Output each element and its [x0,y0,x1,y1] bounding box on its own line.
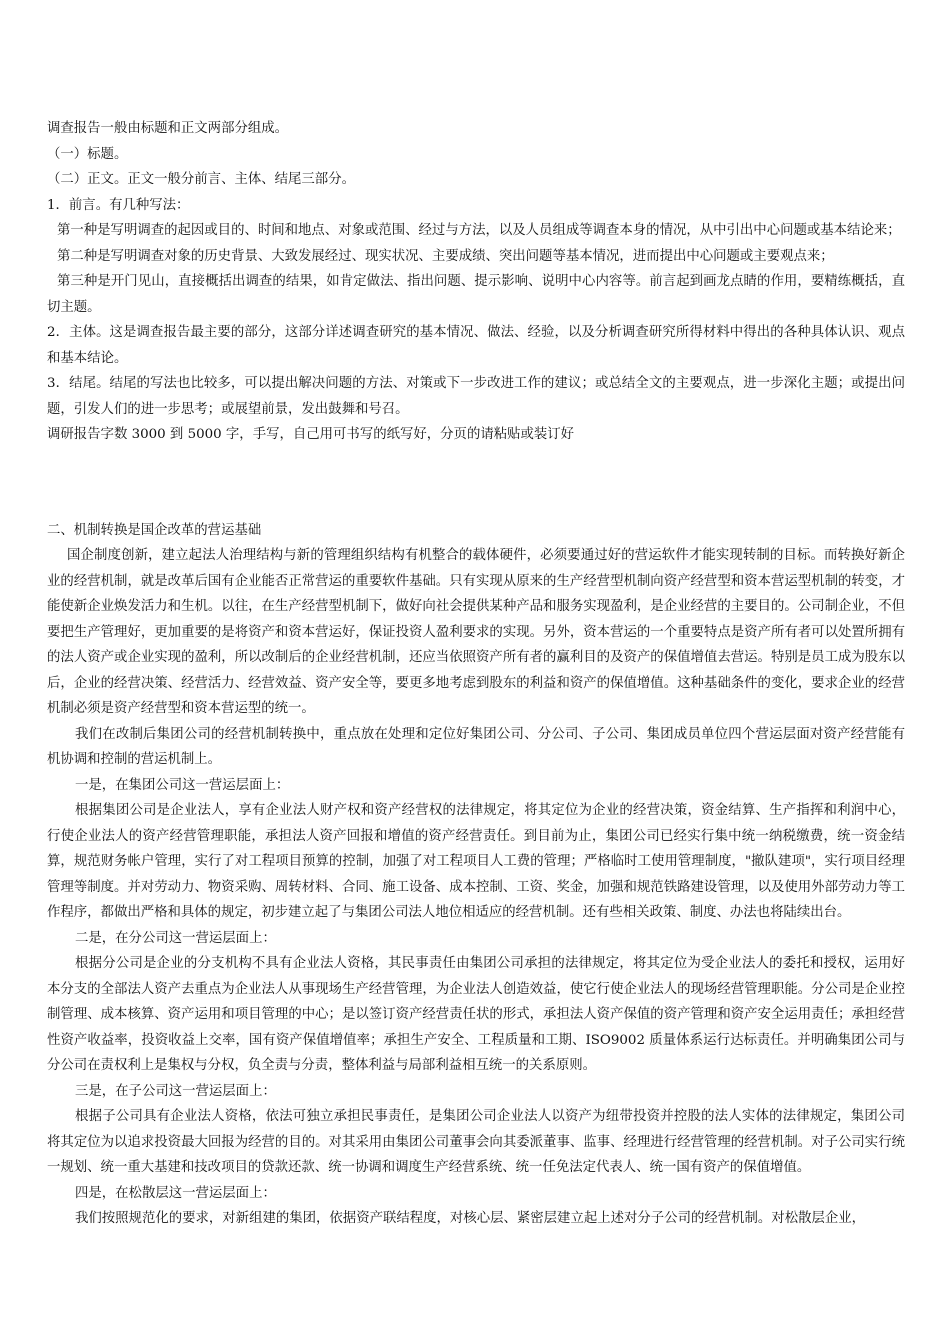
mechanism-section [47,518,905,1232]
subheading-loose-layer: 四是，在松散层这一营运层面上： [75,1185,276,1201]
subheading-branch-company: 二是，在分公司这一营运层面上： [75,930,276,946]
body-paragraph: 国企制度创新，建立起法人治理结构与新的管理组织结构有机整合的载体硬件，必须要通过好的营运软件才能实现转制的目标。而转换好新企业的经营机制，就是改革后国有企业能否正常营运的重要软件基础。只有实现从原来的生产经营型机制向资产经营型和资本营运型机制的转变，才能使新企业焕发活力和生机。以往，在生产经营型机制下，做好向社会提供某种产品和服务实现盈利，是企业经营的主要目的。公司制企业，不但要把生产管理好，更加重要的是将资产和资本营运好，保证投资人盈利要求的实现。另外，资本营运的一个重要特点是资产所有者可以处置所拥有的法人资产或企业实现的盈利，所以改制后的企业经营机制，还应当依照资产所有者的赢利目的及资产的保值增值去营运。特别是员工成为股东以后，企业的经营决策、经营活力、经营效益、资产安全等，要更多地考虑到股东的利益和资产的保值增值。这种基础条件的变化，要求企业的经营机制必须是资产经营型和资本营运型的统一。 [47,548,905,716]
word-count-note: 调研报告字数 3000 到 5000 字，手写，自己用可书写的纸写好，分页的请粘贴或装订好 [47,427,575,442]
preface-method-1: 第一种是写明调查的起因或目的、时间和地点、对象或范围、经过与方法，以及人员组成等调查本身的情况，从中引出中心问题或基本结论来； [57,223,901,238]
report-writing-guide [47,116,905,448]
section-spacer [47,448,905,518]
preface-method-2: 第二种是写明调查对象的历史背景、大致发展经过、现实状况、主要成绩、突出问题等基本情况，进而提出中心问题或主要观点来； [57,248,834,264]
body-paragraph: 我们在改制后集团公司的经营机制转换中，重点放在处理和定位好集团公司、分公司、子公司、集团成员单位四个营运层面对资产经营能有机协调和控制的营运机制上。 [47,726,905,767]
ending-item: 3．结尾。结尾的写法也比较多，可以提出解决问题的方法、对策或下一步改进工作的建议；或总结全文的主要观点，进一步深化主题；或提出问题，引发人们的进一步思考；或展望前景，发出鼓舞和号召。 [47,376,905,417]
body-paragraph: 根据集团公司是企业法人，享有企业法人财产权和资产经营权的法律规定，将其定位为企业的经营决策，资金结算、生产指挥和利润中心，行使企业法人的资产经营管理职能，承担法人资产回报和增值的资产经营责任。到目前为止，集团公司已经实行集中统一纳税缴费，统一资金结算，规范财务帐户管理，实行了对工程项目预算的控制，加强了对工程项目人工费的管理；严格临时工使用管理制度，"撤队建项"，实行项目经理管理等制度。并对劳动力、物资采购、周转材料、合同、施工设备、成本控制、工资、奖金，加强和规范铁路建设管理，以及使用外部劳动力等工作程序，都做出严格和具体的规定，初步建立起了与集团公司法人地位相适应的经营机制。还有些相关政策、制度、办法也将陆续出台。 [47,803,905,920]
main-body-item: 2．主体。这是调查报告最主要的部分，这部分详述调查研究的基本情况、做法、经验，以及分析调查研究所得材料中得出的各种具体认识、观点和基本结论。 [47,325,905,366]
body-paragraph: 我们按照规范化的要求，对新组建的集团，依据资产联结程度，对核心层、紧密层建立起上述对分子公司的经营机制。对松散层企业， [75,1211,866,1226]
body-paragraph: 根据分公司是企业的分支机构不具有企业法人资格，其民事责任由集团公司承担的法律规定，将其定位为受企业法人的委托和授权，运用好本分支的全部法人资产去重点为企业法人从事现场生产经营管理，为企业法人创造效益，使它行使企业法人的现场经营管理职能。分公司是企业控制管理、成本核算、资产运用和项目管理的中心；是以签订资产经营责任状的形式，承担法人资产保值的资产管理和资产安全运用责任；承担经营性资产收益率，投资收益上交率，国有资产保值增值率；承担生产安全、工程质量和工期、ISO9002 质量体系运行达标责任。并明确集团公司与分公司在责权利上是集权与分权，负全责与分责，整体利益与局部利益相互统一的关系原则。 [47,956,905,1073]
intro-line: 调查报告一般由标题和正文两部分组成。 [47,121,289,136]
body-paragraph: 根据子公司具有企业法人资格，依法可独立承担民事责任，是集团公司企业法人以资产为纽带投资并控股的法人实体的法律规定，集团公司将其定位为以追求投资最大回报为经营的目的。对其采用由集团公司董事会向其委派董事、监事、经理进行经营管理的经营机制。对子公司实行统一规划、统一重大基建和技改项目的贷款还款、统一协调和调度生产经营系统、统一任免法定代表人、统一国有资产的保值增值。 [47,1109,905,1175]
preface-item: 1．前言。有几种写法： [47,197,190,213]
document-page [47,116,905,1232]
section-heading: 二、机制转换是国企改革的营运基础 [47,522,262,538]
title-item: （一）标题。 [47,146,128,162]
preface-method-3: 第三种是开门见山，直接概括出调查的结果，如肯定做法、指出问题、提示影响、说明中心内容等。前言起到画龙点睛的作用，要精练概括，直切主题。 [47,274,905,315]
subheading-group-company: 一是，在集团公司这一营运层面上： [75,777,290,793]
body-item: （二）正文。正文一般分前言、主体、结尾三部分。 [47,172,355,187]
subheading-subsidiary: 三是，在子公司这一营运层面上： [75,1083,276,1099]
